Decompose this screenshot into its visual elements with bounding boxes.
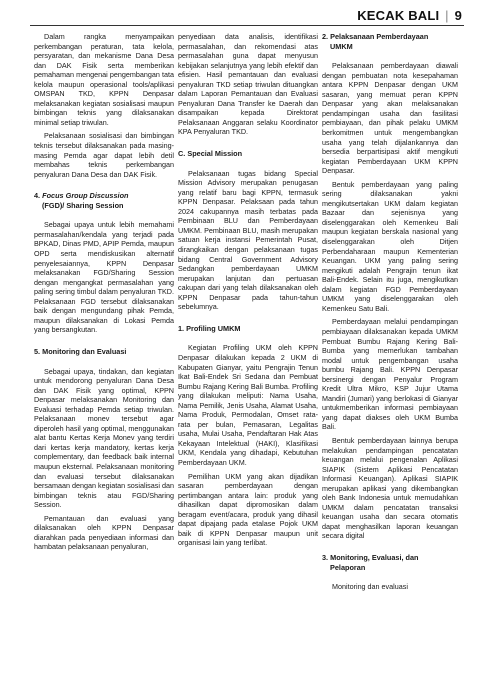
paragraph: Bentuk pemberdayaan lainnya berupa melakukan pendampingan pencatatan keuangan melalui pengenalan Aplikasi SIAPIK (Sistem Aplikasi Pencatatan Informasi Keuangan). Aplikasi SIAPIK merupakan aplikasi yang dikembangkan oleh Bank Indonesia untuk memudahkan UMKM dalam pencatatan transaksi keuangan usaha dan secara otomatis dapat menghasilkan laporan keuangan secara digital (322, 435, 458, 541)
section-heading-pemberdayaan: 2. Pelaksanaan Pemberdayaan UMKM (322, 32, 429, 51)
section-heading-monitoring: 3. Monitoring, Evaluasi, dan Pelaporan (322, 552, 419, 572)
section-heading-fgd: 4. Focus Group Discussion (FGD)/ Sharing Session (34, 191, 129, 210)
section-heading-monev: 5. Monitoring dan Evaluasi (34, 346, 127, 356)
paragraph: penyediaan data analisis, identifikasi permasalahan, dan rekomendasi atas permasalahan guna dapat menyusun kebijakan selanjutnya yang lebih efektif dan efisien. Hasil pemantauan dan evaluasi penyaluran TKD setiap triwulan dituangkan dalam Laporan Pemantauan dan Evaluasi Penyaluran Dana Transfer ke Daerah dan disampaikan kepada Direktorat Pelaksanaan Anggaran selaku Koordinator KPA Penyaluran TKD. (178, 32, 318, 137)
paragraph: Bentuk pemberdayaan yang paling sering dilaksanakan yakni mengikutsertakan UKM dalam kegiatan Bazaar dan sejenisnya yang diselenggarakan oleh Kemenkeu Bali maupun kegiatan berskala nasional yang diselenggarakan oleh Ditjen Perbendaharaan maupun Kementerian Keuangan. UKM yang paling sering mengikuti adalah Pengrajin tenun ikat Bali-Endek. Selain itu juga, mengikutkan dalam kegiatan FGD Pemberdayaan UMKM yang diselenggarakan oleh Kemenkeu Satu Bali. (322, 179, 458, 313)
paragraph: Pelaksanaan tugas bidang Special Mission Advisory merupakan penugasan yang relatif baru bagi KPPN, termasuk KPPN Denpasar. Pelaksaan pada tahun 2024 cakupannya masih terbatas pada Pembinaan BLU dan Pemberdayaan UMKM. Pembinaan BLU, masih merupakan satuan kerja instansi Pemerintah Pusat, dirangkaikan dengan pelaksanaan tugas bidang Central Government Advisory Sedangkan pemberdayaan UMKM merupakan lanjutan dan pertuasan cakupan dari yang telah dilaksanakan oleh KPPN Denpasar pada tahun-tahun sebelumnya. (178, 168, 318, 312)
header-rule (30, 25, 464, 26)
header-title (357, 8, 462, 23)
paragraph: Pemantauan dan evaluasi yang dilaksanakan oleh KPPN Denpasar diarahkan pada penyediaan informasi dan hambatan pelaksanaan penyaluran, (34, 513, 174, 552)
paragraph: Pelaksanaan pemberdayaan diawali dengan pembuatan nota kesepahaman antara KPPN Denpasar dengan UKM sasaran, yang memuat peran KPPN Denpasar yang akan melaksanakan pendampingan usaha dan fasilitasi pembiayaan, dan pihak pelaku UMKM berkomitmen untuk mengembangkan usaha yang telah dijalankannya dan bersedia berpartisipasi aktif mengikuti kegiatan Pemberdayaan UKM KPPN Denpasar. (322, 61, 458, 176)
column-3 (322, 32, 458, 596)
magazine-name: KECAK BALI (357, 8, 440, 23)
page-header (0, 0, 480, 30)
page-number: 9 (454, 8, 462, 23)
column-2 (178, 32, 318, 552)
paragraph: Pelaksanaan sosialisasi dan bimbingan teknis tersebut dilaksanakan pada masing-masing Pemda agar dapat lebih detil membahas teknis perkembangan penyaluran Dana Desa dan DAK Fisik. (34, 131, 174, 179)
column-1 (34, 32, 174, 556)
paragraph: Pemberdayaan melalui pendampingan pembiayaan dilaksanakan kepada UMKM Pembuat Bumbu Rajang Kering Bali-Bumba yang memerlukan tambahan modal untuk pengembangan usaha bumbu Rajang Bali. KPPN Denpasar bersinergi dengan Penyalur Program Kredit Ultra Mikro, KSP Jujur Utama Mandiri (Jumari) yang berlokasi di Gianyar untukmemberikan informasi pembiayaan yang dapat diakses oleh UKM Bumba Bali. (322, 317, 458, 432)
header-separator: | (445, 8, 449, 23)
section-heading-special-mission: C. Special Mission (178, 149, 243, 159)
paragraph: Pemilihan UKM yang akan dijadikan sasaran pemberdayaan dengan pertimbangan antara lain: produk yang dihasilkan dapat dipromosikan dalam beragam event/acara, produk yang dihasil dapat dipajang pada etalase Pojok UKM baik di KPPN Denpasar maupun unit organisasi lain yang terlibat. (178, 471, 318, 548)
section-heading-profiling: 1. Profiling UMKM (178, 323, 241, 333)
paragraph: Dalam rangka menyampaikan perkembangan peraturan, tata kelola, persyaratan, dan mekanisme Dana Desa dan DAK Fisik serta memberikan pemahaman mengenai pengembangan tata kelola maupun operasional tools/aplikasi OMSPAN TKD, KPPN Denpasar melaksanakan kegiatan sosialisasi maupun bimbingan teknis yang dilaksanakan minimal setiap triwulan. (34, 32, 174, 127)
paragraph: Kegiatan Profiling UKM oleh KPPN Denpasar dilakukan kepada 2 UKM di Kabupaten Gianyar, yaitu Pengrajin Tenun Ikat Bali-Endek Sri Sedana dan Pembuat Bumbu Rajang Kering Bali Bumba. Profiling yang dilakukan meliputi: Nama Usaha, Nama Pemilik, Jenis Usaha, Alamat Usaha, Nama Produk, Permodalan, Omset rata-rata per bulan, Pemasaran, Legalitas usaha, Mulai Usaha, Pendaftaran Hak Atas Kekayaan Intelektual (HAKI), Klasifikasi UKM, Kendala yang dihadapi, Kebutuhan Pemberdayaan UKM. (178, 343, 318, 467)
paragraph: Sebagai upaya, tindakan, dan kegiatan untuk mendorong penyaluran Dana Desa dan DAK Fisik yang optimal, KPPN Denpasar melaksanakan Monitoring dan Evaluasi terhadap Pemda setiap triwulan. Pelaksanaan monev tersebut agar diperoleh hasil yang optimal, menggunakan alat bantu Kertas Kerja Monev yang terdiri dari kertas kerja mandatory, kertas kerja complementary, dan feedback baik internal maupun eksternal. Pelaksanaan monitoring dan evaluasi tersebut dilaksanakan bersamaan dengan kegiatan sosialisasi dan bimbingan teknis atau FGD/Sharing Session. (34, 366, 174, 510)
paragraph: Monitoring dan evaluasi (332, 582, 408, 592)
paragraph: Sebagai upaya untuk lebih memahami permasalahan/kendala yang terjadi pada BPKAD, Dinas PMD, APIP Pemda, maupun OPD serta mendiskusikan alternatif penyelesaiannya, KPPN Denpasar melaksanakan FGD/Sharing Session dengan mengangkat permasalahan yang paling sering timbul dalam penyaluran TKD. Pelaksanaan FGD tersebut dilaksanakan baik dengan mengundang pihak Pemda, maupun dilaksanakan di Lokasi Pemda yang bersangkutan. (34, 220, 174, 335)
